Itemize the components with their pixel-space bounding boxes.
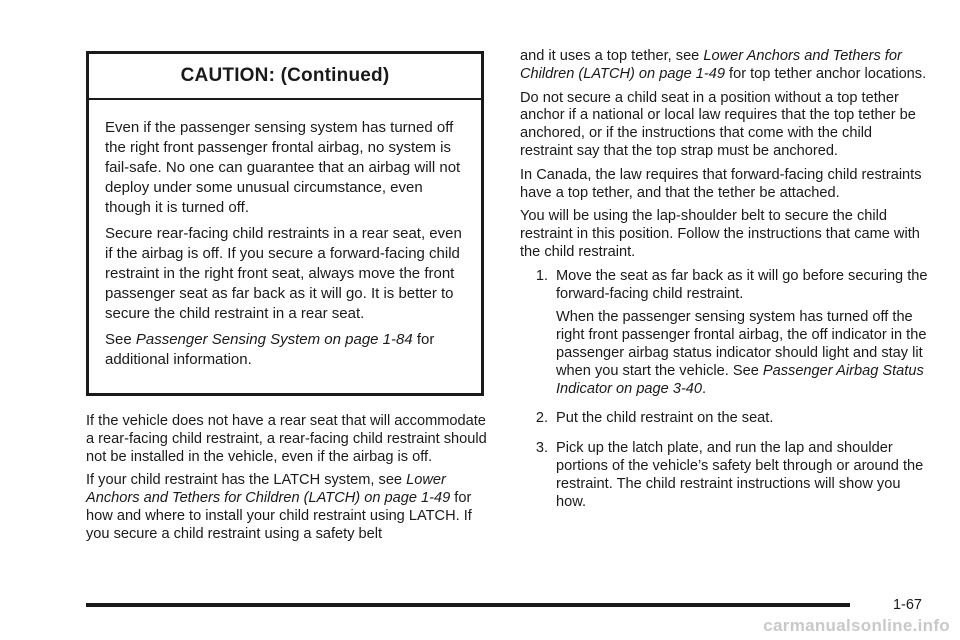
step-item bbox=[520, 268, 928, 405]
steps-list bbox=[520, 268, 928, 518]
step-item bbox=[520, 410, 928, 434]
tether-see-suffix: for top tether anchor locations. bbox=[724, 65, 927, 82]
step-text: Pick up the latch plate, and run the lap and shoulder portions of the vehicle’s safety belt through or around the restraint. The child restraint instructions will show you how. bbox=[556, 440, 924, 510]
caution-title: CAUTION: (Continued) bbox=[89, 54, 481, 100]
step-text: Move the seat as far back as it will go before securing the forward-facing child restraint. bbox=[556, 267, 928, 302]
cross-reference-airbag-status[interactable]: Passenger Airbag Status Indicator on page 3-40 bbox=[556, 362, 924, 397]
caution-see-prefix: See bbox=[105, 331, 136, 348]
step-text: Put the child restraint on the seat. bbox=[556, 410, 774, 427]
step-number: 2. bbox=[535, 410, 548, 427]
watermark-logo: carmanualsonline.info bbox=[763, 616, 950, 635]
step-body bbox=[556, 440, 928, 517]
latch-see-suffix: for how and where to install your child restraint using LATCH. If you secure a child restraint using a safety belt bbox=[86, 490, 472, 542]
right-paragraph-3: In Canada, the law requires that forward-facing child restraints have a top tether, and that the tether be attached. bbox=[520, 166, 922, 201]
left-paragraph-1: If the vehicle does not have a rear seat that will accommodate a rear-facing child restraint, a rear-facing child restraint should not be installed in the vehicle, even if the airbag is off. bbox=[86, 413, 487, 465]
caution-paragraph-1: Even if the passenger sensing system has turned off the right front passenger frontal airbag, no system is fail-safe. No one can guarantee that an airbag will not deploy under some unusual circumstance, even though it is turned off. bbox=[105, 119, 461, 216]
caution-body bbox=[89, 100, 481, 370]
step-subtext bbox=[556, 309, 928, 398]
status-see-suffix: . bbox=[702, 380, 707, 397]
caution-box bbox=[86, 51, 484, 396]
right-paragraph-2: Do not secure a child seat in a position without a top tether anchor if a national or local law requires that the top tether be anchored, or if the instructions that come with the child restraint say that the top strap must be anchored. bbox=[520, 89, 916, 159]
step-body bbox=[556, 268, 928, 405]
step-item bbox=[520, 440, 928, 517]
page-number: 1-67 bbox=[892, 597, 922, 613]
step-body bbox=[556, 410, 928, 434]
cross-reference-passenger-sensing[interactable]: Passenger Sensing System on page 1-84 bbox=[135, 331, 413, 348]
footer-rule bbox=[86, 603, 850, 607]
caution-paragraph-3 bbox=[105, 330, 465, 370]
latch-see-prefix: If your child restraint has the LATCH system, see bbox=[86, 472, 407, 489]
right-paragraph-1 bbox=[520, 48, 928, 84]
caution-paragraph-2: Secure rear-facing child restraints in a rear seat, even if the airbag is off. If you secure a forward-facing child restraint in the right front seat, always move the front passenger seat as far back as it will go. It is better to secure the child restraint in a rear seat. bbox=[105, 225, 462, 322]
caution-see-suffix: for additional information. bbox=[105, 331, 435, 368]
right-paragraph-4: You will be using the lap-shoulder belt to secure the child restraint in this position. Follow the instructions that came with the child restraint. bbox=[520, 208, 920, 260]
right-column bbox=[520, 48, 928, 523]
step-number: 3. bbox=[535, 440, 548, 457]
left-column bbox=[86, 413, 488, 550]
cross-reference-latch-tether[interactable]: Lower Anchors and Tethers for Children (LATCH) on page 1-49 bbox=[520, 48, 902, 82]
cross-reference-latch[interactable]: Lower Anchors and Tethers for Children (LATCH) on page 1-49 bbox=[86, 472, 451, 507]
tether-see-prefix: and it uses a top tether, see bbox=[520, 48, 704, 64]
status-see-prefix: When the passenger sensing system has turned off the right front passenger frontal airbag, the off indicator in the passenger airbag status indicator should light and stay lit when you start the vehicle. See bbox=[556, 309, 927, 379]
left-paragraph-2 bbox=[86, 472, 488, 543]
step-number: 1. bbox=[535, 267, 548, 284]
